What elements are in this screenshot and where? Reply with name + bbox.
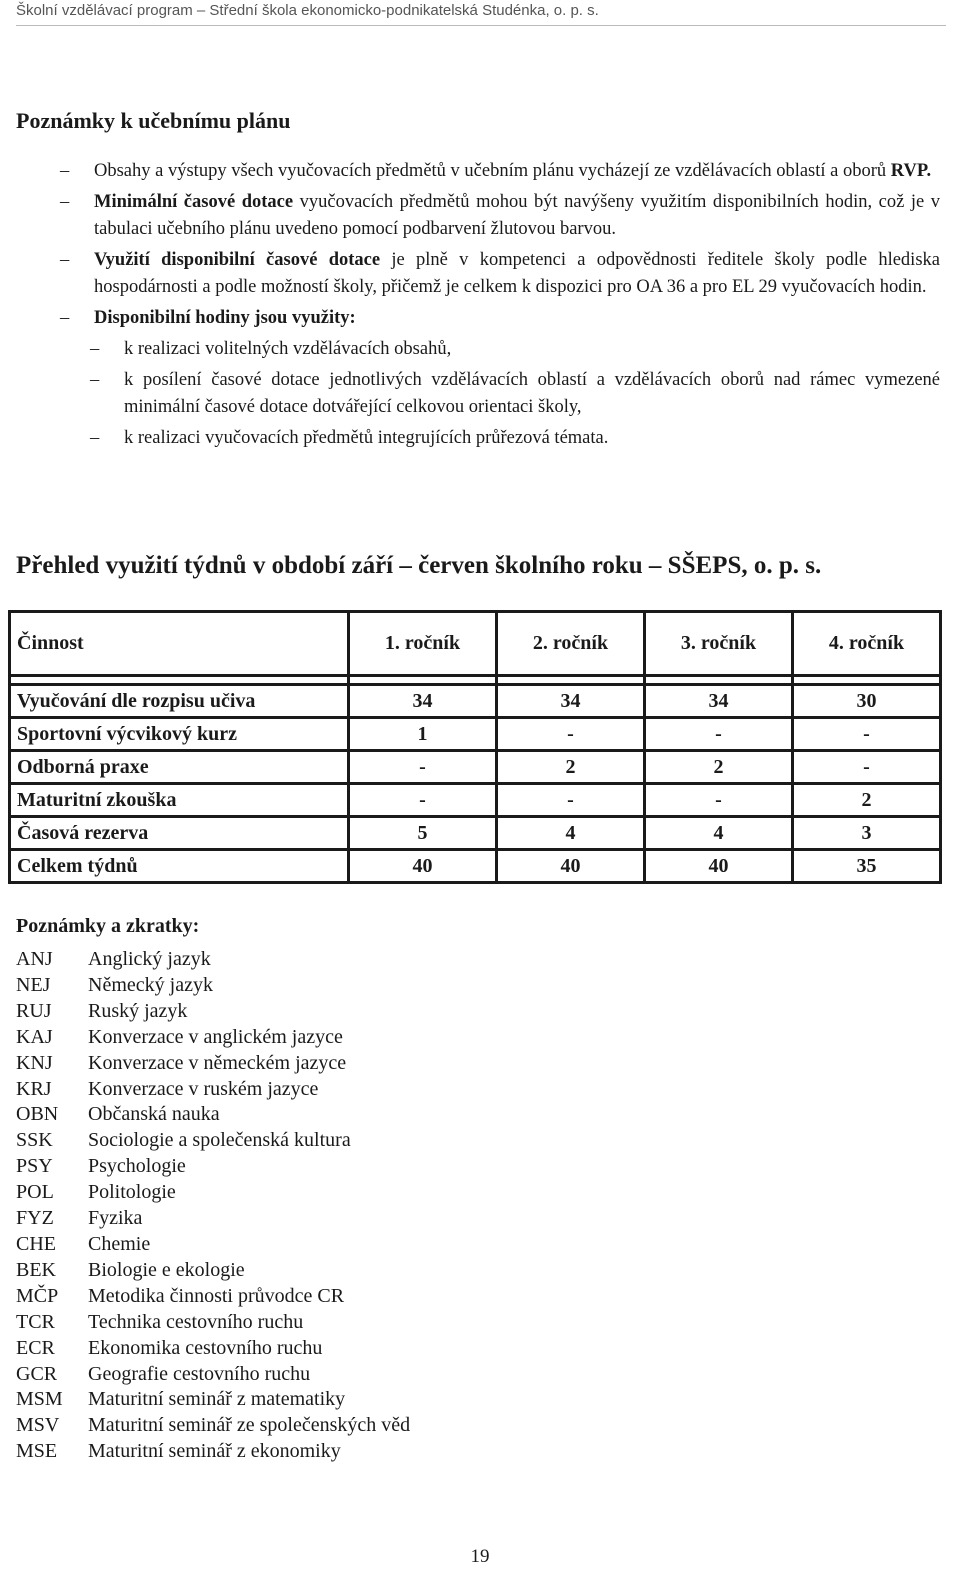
abbreviation-meaning: Sociologie a společenská kultura [88,1129,351,1152]
abbreviation-code: MČP [16,1284,59,1307]
abbreviation-code: ECR [16,1336,55,1359]
abbreviation-code: ANJ [16,948,53,970]
abbreviation-meaning: Konverzace v anglickém jazyce [88,1025,343,1048]
abbreviation-meaning: Konverzace v německém jazyce [88,1051,347,1074]
activity-cell: Vyučování dle rozpisu učiva [10,685,349,718]
abbreviation-meaning: Maturitní seminář ze společenských věd [88,1414,411,1437]
abbreviation-item [16,1025,410,1051]
abbreviations-title: Poznámky a zkratky: [16,915,200,937]
abbreviation-item [16,1180,410,1206]
weeks-cell: - [497,784,645,817]
abbreviation-code: RUJ [16,999,52,1022]
abbreviation-meaning: Konverzace v ruském jazyce [88,1077,319,1100]
weeks-cell: 40 [349,850,497,883]
abbreviation-meaning: Geografie cestovního ruchu [88,1362,311,1385]
sub-bullet-text: k realizaci volitelných vzdělávacích obsahů, [124,339,452,359]
abbreviation-item [16,1154,410,1180]
spacer-cell [10,676,349,685]
abbreviation-meaning: Politologie [88,1181,176,1204]
weeks-cell: 40 [645,850,793,883]
dash-marker: – [60,161,70,181]
abbreviation-code: PSY [16,1155,53,1178]
dash-marker: – [60,308,70,328]
abbreviation-item [16,1102,410,1128]
sub-bullet-text: k realizaci vyučovacích předmětů integrujících průřezová témata. [124,428,609,448]
table-row [10,850,941,883]
weeks-cell: - [793,751,941,784]
weeks-cell: 2 [793,784,941,817]
weeks-overview-title: Přehled využití týdnů v období září – červen školního roku – SŠEPS, o. p. s. [16,552,822,579]
abbreviation-item [16,947,410,973]
abbreviation-item [16,1206,410,1232]
abbreviation-code: POL [16,1181,54,1204]
dash-marker: – [60,250,70,270]
abbreviation-code: MSE [16,1440,58,1463]
abbreviation-meaning: Biologie e ekologie [88,1258,245,1281]
abbreviation-meaning: Ruský jazyk [88,999,188,1022]
spacer-cell [349,676,497,685]
bullet-text: je plně v kompetenci a odpovědnosti ředitele školy podle hlediska hospodárnosti a podle možností školy, přičemž je celkem k dispozici pro OA 36 a pro EL 29 vyučovacích hodin. [94,250,940,297]
weeks-table [8,610,942,884]
abbreviation-code: OBN [16,1103,59,1126]
abbreviation-item [16,1284,410,1310]
page-header: Školní vzdělávací program – Střední škola ekonomicko-podnikatelská Studénka, o. p. s. [16,2,946,26]
weeks-cell: 34 [645,685,793,718]
activity-cell: Časová rezerva [10,817,349,850]
spacer-cell [793,676,941,685]
dash-marker: – [90,339,100,359]
weeks-cell: - [349,751,497,784]
bullet-item [16,247,940,301]
page-number: 19 [470,1546,490,1567]
weeks-cell: - [349,784,497,817]
weeks-cell: - [497,718,645,751]
table-row [10,718,941,751]
bullet-text-bold: RVP. [890,161,932,181]
abbreviation-item [16,1387,410,1413]
sub-bullet-item [16,367,940,421]
abbreviation-meaning: Anglický jazyk [88,948,211,970]
abbreviation-code: MSM [16,1388,63,1411]
abbreviation-meaning: Chemie [88,1232,151,1255]
abbreviation-meaning: Maturitní seminář z matematiky [88,1388,346,1411]
abbreviation-meaning: Fyzika [88,1207,143,1230]
sub-bullet-text: k posílení časové dotace jednotlivých vzdělávacích oblastí a vzdělávacích oborů nad rámec vymezené minimální časové dotace dotvářející celkovou orientaci školy, [124,370,940,417]
abbreviation-item [16,1439,410,1465]
abbreviation-meaning: Maturitní seminář z ekonomiky [88,1440,341,1463]
dash-marker: – [90,428,100,448]
abbreviation-code: KAJ [16,1025,53,1048]
abbreviation-code: FYZ [16,1207,54,1230]
weeks-cell: 35 [793,850,941,883]
abbreviation-code: TCR [16,1310,55,1333]
weeks-cell: 30 [793,685,941,718]
table-row [10,685,941,718]
weeks-cell: 34 [497,685,645,718]
table-row [10,817,941,850]
activity-cell: Celkem týdnů [10,850,349,883]
abbreviation-item [16,1362,410,1388]
abbreviation-item [16,1258,410,1284]
bullet-item [16,158,940,185]
activity-cell: Sportovní výcvikový kurz [10,718,349,751]
abbreviations-list [16,947,410,1465]
table-row [10,784,941,817]
weeks-cell: 4 [645,817,793,850]
abbreviation-meaning: Občanská nauka [88,1103,220,1126]
abbreviation-code: SSK [16,1129,53,1152]
abbreviation-item [16,1077,410,1103]
abbreviation-item [16,1336,410,1362]
activity-cell: Odborná praxe [10,751,349,784]
table-header-cell: 1. ročník [349,612,497,676]
weeks-cell: 34 [349,685,497,718]
bullet-text-bold: Disponibilní hodiny jsou využity: [94,308,356,328]
table-row [10,751,941,784]
abbreviation-code: KRJ [16,1077,52,1100]
bullet-text-bold: Minimální časové dotace [94,192,294,212]
abbreviation-code: GCR [16,1362,58,1385]
table-header-cell: 3. ročník [645,612,793,676]
abbreviation-code: MSV [16,1414,60,1437]
weeks-cell: 4 [497,817,645,850]
dash-marker: – [60,192,70,212]
table-header-cell: 2. ročník [497,612,645,676]
abbreviation-meaning: Ekonomika cestovního ruchu [88,1336,323,1359]
weeks-cell: - [645,718,793,751]
abbreviation-item [16,1413,410,1439]
abbreviation-code: BEK [16,1258,56,1281]
notes-title: Poznámky k učebnímu plánu [16,108,291,133]
bullet-item [16,189,940,243]
weeks-cell: - [645,784,793,817]
bullet-text-bold: Využití disponibilní časové dotace [94,250,381,270]
sub-bullet-item [16,425,940,452]
weeks-cell: 3 [793,817,941,850]
abbreviation-item [16,1310,410,1336]
activity-cell: Maturitní zkouška [10,784,349,817]
weeks-cell: - [793,718,941,751]
weeks-cell: 2 [645,751,793,784]
spacer-cell [645,676,793,685]
bullet-item [16,305,940,332]
weeks-cell: 1 [349,718,497,751]
abbreviation-meaning: Psychologie [88,1155,186,1178]
abbreviation-code: KNJ [16,1051,53,1074]
weeks-cell: 2 [497,751,645,784]
abbreviation-item [16,973,410,999]
abbreviation-meaning: Technika cestovního ruchu [88,1310,304,1333]
table-header-cell: 4. ročník [793,612,941,676]
weeks-cell: 40 [497,850,645,883]
bullet-text: vyučovacích předmětů mohou být navýšeny využitím disponibilních hodin, což je v tabulaci učebního plánu uvedeno pomocí podbarvení žlutovou barvou. [94,192,940,239]
dash-marker: – [90,370,100,390]
weeks-cell: 5 [349,817,497,850]
abbreviation-item [16,1232,410,1258]
notes-bullet-list [16,158,940,456]
abbreviation-item [16,999,410,1025]
abbreviation-code: NEJ [16,973,51,996]
table-spacer-row [10,676,941,685]
abbreviation-meaning: Německý jazyk [88,973,213,996]
abbreviation-item [16,1051,410,1077]
abbreviation-code: CHE [16,1232,56,1255]
bullet-text: Obsahy a výstupy všech vyučovacích předmětů v učebním plánu vycházejí ze vzdělávacích oblastí a oborů [94,161,891,181]
table-header-row [10,612,941,676]
spacer-cell [497,676,645,685]
sub-bullet-item [16,336,940,363]
table-header-cell: Činnost [10,612,349,676]
abbreviation-meaning: Metodika činnosti průvodce CR [88,1284,345,1307]
abbreviation-item [16,1128,410,1154]
